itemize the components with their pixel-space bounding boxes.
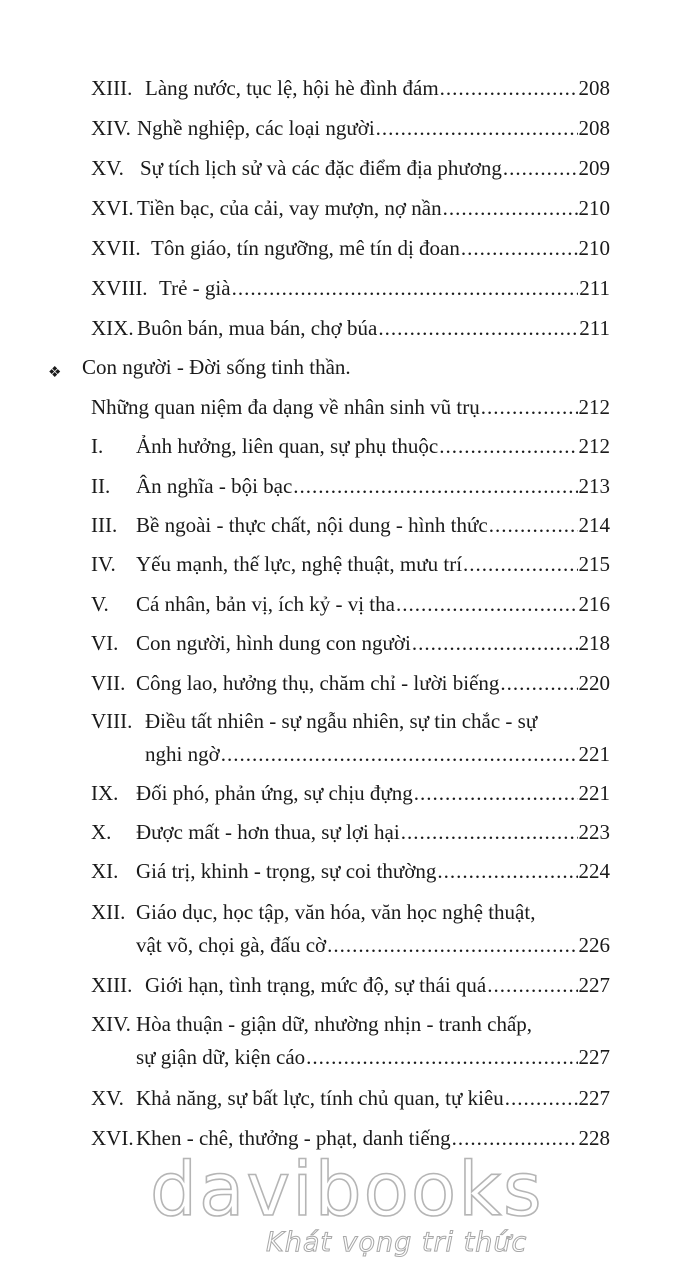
toc-entry-title: Bề ngoài - thực chất, nội dung - hình thức <box>136 513 488 537</box>
watermark-tagline: Khát vọng tri thức <box>266 1227 528 1258</box>
toc-entry <box>91 549 610 579</box>
toc-entry-page: 216 <box>578 592 610 616</box>
toc-entry <box>91 153 610 183</box>
toc-entry-title: Những quan niệm đa dạng về nhân sinh vũ trụ <box>91 395 480 419</box>
toc-entry-number: XIII. <box>91 973 133 997</box>
toc-entry-title: Giáo dục, học tập, văn hóa, văn học nghệ thuật, <box>136 900 536 924</box>
toc-entry-number: XI. <box>91 859 119 883</box>
toc-entry <box>91 313 610 343</box>
toc-entry-number: XVII. <box>91 236 141 260</box>
toc-entry-title: Điều tất nhiên - sự ngẫu nhiên, sự tin chắc - sự <box>145 709 538 733</box>
toc-entry-number: XIII. <box>91 76 133 100</box>
toc-entry-number: VI. <box>91 631 119 655</box>
toc-entry <box>91 113 610 143</box>
toc-entry-title: Hòa thuận - giận dữ, nhường nhịn - tranh chấp, <box>136 1012 533 1036</box>
toc-entry-page: 228 <box>578 1126 610 1150</box>
toc-entry-first-line <box>91 897 610 927</box>
toc-entry <box>91 273 610 303</box>
toc-entry-title-cont: vật võ, chọi gà, đấu cờ <box>136 933 327 957</box>
toc-entry-title: Giá trị, khinh - trọng, sự coi thường <box>136 859 437 883</box>
toc-entry-title: Tôn giáo, tín ngưỡng, mê tín dị đoan <box>151 236 460 260</box>
toc-entry-page: 208 <box>578 116 610 140</box>
toc-entry-number: IX. <box>91 781 119 805</box>
toc-intro-entry <box>91 392 610 422</box>
toc-entry-number: X. <box>91 820 112 844</box>
toc-entry-page: 212 <box>578 395 610 419</box>
toc-entry-continuation <box>91 739 610 769</box>
toc-entry-page: 210 <box>578 196 610 220</box>
toc-entry <box>91 668 610 698</box>
toc-entry-title: Cá nhân, bản vị, ích kỷ - vị tha <box>136 592 395 616</box>
toc-entry-page: 214 <box>578 513 610 537</box>
toc-entry-page: 223 <box>578 820 610 844</box>
toc-entry <box>91 471 610 501</box>
toc-entry-title: Buôn bán, mua bán, chợ búa <box>137 316 378 340</box>
toc-entry-title: Khen - chê, thưởng - phạt, danh tiếng <box>136 1126 451 1150</box>
toc-entry <box>91 970 610 1000</box>
toc-entry-number: VII. <box>91 671 126 695</box>
toc-entry <box>91 817 610 847</box>
toc-entry-number: IV. <box>91 552 116 576</box>
toc-entry-page: 221 <box>578 781 610 805</box>
toc-entry-title: Giới hạn, tình trạng, mức độ, sự thái quá <box>145 973 487 997</box>
toc-entry-title: Tiền bạc, của cải, vay mượn, nợ nần <box>137 196 442 220</box>
toc-entry-number: XVI. <box>91 1126 134 1150</box>
toc-entry-first-line <box>91 1009 610 1039</box>
toc-entry-title: Yếu mạnh, thế lực, nghệ thuật, mưu trí <box>136 552 463 576</box>
toc-entry-page: 215 <box>578 552 610 576</box>
toc-entry-number: III. <box>91 513 118 537</box>
toc-entry <box>91 1083 610 1113</box>
toc-entry-number: II. <box>91 474 111 498</box>
toc-entry <box>91 589 610 619</box>
toc-entry-number: I. <box>91 434 104 458</box>
toc-entry <box>91 233 610 263</box>
toc-entry-number: XIV. <box>91 1012 131 1036</box>
toc-entry-title: Con người, hình dung con người <box>136 631 411 655</box>
toc-entry-title: Được mất - hơn thua, sự lợi hại <box>136 820 400 844</box>
toc-entry-number: XII. <box>91 900 126 924</box>
diamond-bullet-icon: ❖ <box>48 365 62 381</box>
toc-entry-first-line <box>91 706 610 736</box>
toc-entry-page: 226 <box>578 933 610 957</box>
toc-entry-page: 227 <box>578 1045 610 1069</box>
toc-entry-page: 227 <box>578 1086 610 1110</box>
toc-entry-title: Trẻ - già <box>159 276 231 300</box>
toc-entry-number: XV. <box>91 156 124 180</box>
toc-entry-title: Khả năng, sự bất lực, tính chủ quan, tự kiêu <box>136 1086 504 1110</box>
toc-entry-page: 213 <box>578 474 610 498</box>
toc-entry <box>91 431 610 461</box>
toc-entry-page: 224 <box>578 859 610 883</box>
toc-entry-page: 218 <box>578 631 610 655</box>
toc-entry <box>91 856 610 886</box>
toc-entry-title-cont: nghi ngờ <box>145 742 220 766</box>
toc-entry-page: 210 <box>578 236 610 260</box>
toc-entry-continuation <box>91 1042 610 1072</box>
toc-entry-page: 211 <box>579 276 610 300</box>
toc-entry-number: V. <box>91 592 109 616</box>
toc-entry-page: 220 <box>578 671 610 695</box>
toc-entry <box>91 510 610 540</box>
toc-entry-number: XIX. <box>91 316 134 340</box>
toc-entry-title: Nghề nghiệp, các loại người <box>137 116 375 140</box>
toc-entry-title: Công lao, hưởng thụ, chăm chỉ - lười biếng <box>136 671 500 695</box>
toc-entry-title: Đối phó, phản ứng, sự chịu đựng <box>136 781 413 805</box>
toc-entry-page: 208 <box>578 76 610 100</box>
toc-entry <box>91 73 610 103</box>
toc-entry-title: Sự tích lịch sử và các đặc điểm địa phương <box>140 156 502 180</box>
toc-entry-page: 212 <box>578 434 610 458</box>
watermark-logo: davibooks <box>150 1147 544 1233</box>
toc-entry-number: XVIII. <box>91 276 148 300</box>
toc-entry-page: 211 <box>579 316 610 340</box>
toc-entry-page: 227 <box>578 973 610 997</box>
toc-entry-number: XV. <box>91 1086 124 1110</box>
toc-entry-page: 221 <box>578 742 610 766</box>
toc-entry <box>91 628 610 658</box>
toc-entry-title: Làng nước, tục lệ, hội hè đình đám <box>145 76 439 100</box>
toc-entry-title: Ân nghĩa - bội bạc <box>136 474 293 498</box>
toc-entry-number: XIV. <box>91 116 131 140</box>
toc-entry-page: 209 <box>578 156 610 180</box>
toc-entry-title-cont: sự giận dữ, kiện cáo <box>136 1045 306 1069</box>
toc-entry <box>91 778 610 808</box>
toc-entry-title: Ảnh hưởng, liên quan, sự phụ thuộc <box>136 434 439 458</box>
section-heading: Con người - Đời sống tinh thần. <box>82 355 351 379</box>
toc-entry-number: XVI. <box>91 196 134 220</box>
toc-entry <box>91 193 610 223</box>
toc-entry-continuation <box>91 930 610 960</box>
toc-entry-number: VIII. <box>91 709 133 733</box>
